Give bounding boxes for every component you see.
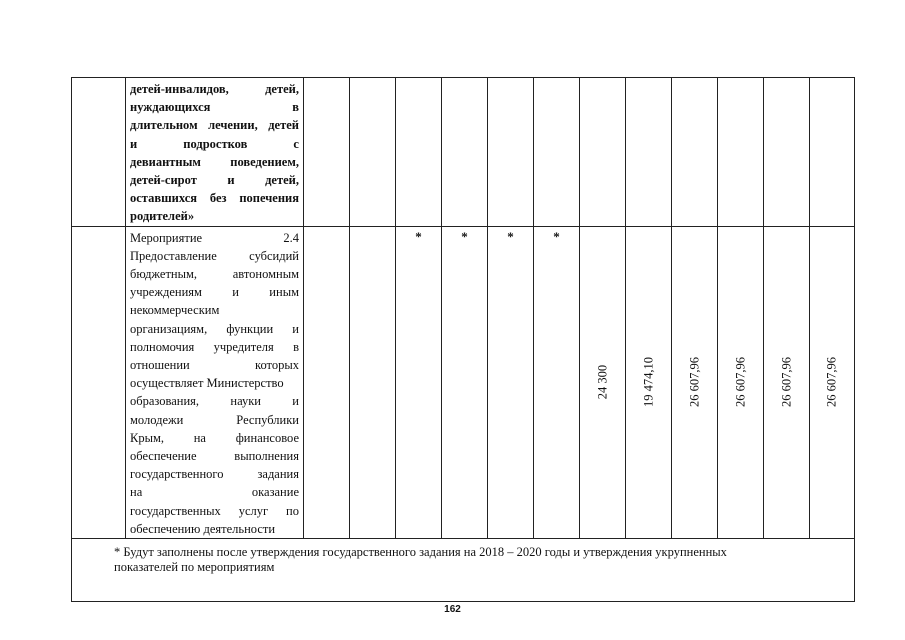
text-line: образования, науки и (130, 394, 299, 409)
text-line: девиантным поведением, (130, 154, 299, 169)
data-cell (672, 78, 718, 227)
footnote-cell (72, 539, 855, 602)
text-line: полномочия учредителя в (130, 339, 299, 354)
data-cell (718, 78, 764, 227)
data-cell (764, 78, 810, 227)
text-line: обеспечению деятельности (130, 521, 276, 536)
text-line: оставшихся без попечения (130, 191, 299, 206)
value-cell (764, 226, 810, 538)
page-number: 162 (444, 604, 461, 615)
value-cell (672, 226, 718, 538)
name-cell (126, 226, 304, 538)
text-line: родителей» (130, 209, 195, 224)
value-cell (810, 226, 855, 538)
index-cell (72, 78, 126, 227)
data-cell (488, 78, 534, 227)
asterisk-mark: * (461, 228, 468, 244)
name-cell (126, 78, 304, 227)
data-cell (442, 78, 488, 227)
text-line: детей-инвалидов, детей, (130, 82, 299, 96)
star-cell (488, 226, 534, 538)
text-line: отношении которых (130, 358, 299, 373)
value-text: 19 474,10 (641, 357, 655, 408)
star-cell (442, 226, 488, 538)
table-row-measure-2-4 (72, 226, 855, 538)
asterisk-mark: * (415, 228, 422, 244)
text-line: и подростков с (130, 136, 299, 151)
star-cell (396, 226, 442, 538)
value-text: 26 607,96 (733, 357, 747, 408)
text-line: Мероприятие 2.4 (130, 230, 299, 245)
text-line: осуществляет Министерство (130, 376, 284, 391)
footnote-line: показателей по мероприятиям (114, 560, 275, 575)
text-line: на оказание (130, 485, 299, 500)
value-text: 24 300 (595, 365, 609, 400)
text-line: учреждениям и иным (130, 285, 299, 300)
continuation-text (126, 78, 303, 226)
index-cell (72, 226, 126, 538)
text-line: Предоставление субсидий (130, 248, 299, 263)
value-text: 26 607,96 (779, 357, 793, 408)
data-cell (350, 78, 396, 227)
text-line: длительном лечении, детей (130, 118, 299, 133)
value-text: 26 607,96 (824, 357, 839, 408)
data-cell (396, 78, 442, 227)
footnote-text (72, 539, 854, 575)
data-cell (534, 78, 580, 227)
text-line: некоммерческим (130, 303, 220, 318)
data-cell (810, 78, 855, 227)
text-line: организациям, функции и (130, 321, 299, 336)
data-cell (350, 226, 396, 538)
text-line: молодежи Республики (130, 412, 299, 427)
footnote-line: * Будут заполнены после утверждения государственного задания на 2018 – 2020 годы и утверждения укрупненных (114, 545, 727, 560)
text-line: государственного задания (130, 467, 299, 482)
value-text: 26 607,96 (687, 357, 701, 408)
text-line: детей-сирот и детей, (130, 173, 299, 188)
value-cell (718, 226, 764, 538)
data-cell (626, 78, 672, 227)
table-row-footnote (72, 539, 855, 602)
text-line: Крым, на финансовое (130, 430, 299, 445)
text-line: государственных услуг по (130, 503, 299, 518)
value-cell (626, 226, 672, 538)
data-cell (304, 78, 350, 227)
measure-text (126, 227, 303, 538)
data-cell (580, 78, 626, 227)
text-line: обеспечение выполнения (130, 449, 299, 464)
value-cell (580, 226, 626, 538)
text-line: бюджетным, автономным (130, 267, 299, 282)
program-table (71, 77, 855, 602)
text-line: нуждающихся в (130, 100, 299, 115)
star-cell (534, 226, 580, 538)
asterisk-mark: * (507, 228, 514, 244)
table-row-continuation (72, 78, 855, 227)
asterisk-mark: * (553, 228, 560, 244)
data-cell (304, 226, 350, 538)
